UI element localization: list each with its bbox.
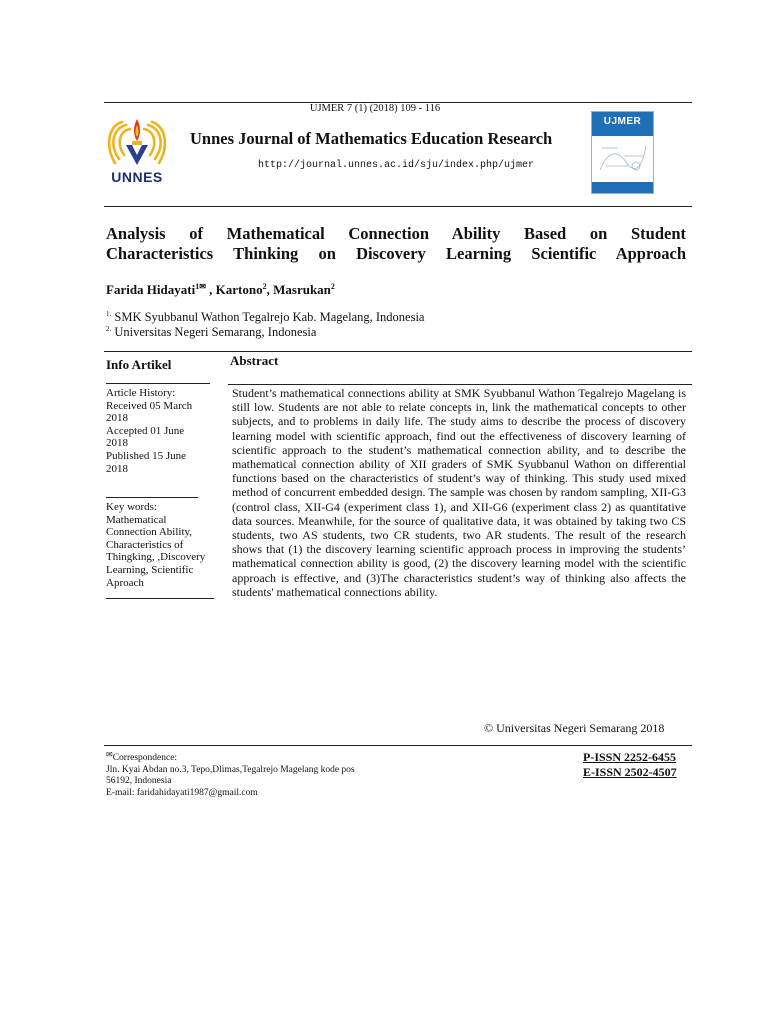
keyword-line: Aproach: [106, 576, 144, 589]
history-label: Article History:: [106, 387, 176, 399]
article-history: [106, 387, 218, 475]
header-bottom-rule: [104, 206, 692, 207]
affiliation-text: Universitas Negeri Semarang, Indonesia: [114, 325, 317, 339]
author-name: Masrukan: [273, 282, 331, 297]
journal-title: Unnes Journal of Mathematics Education Research: [190, 129, 553, 148]
journal-url-link[interactable]: http://journal.unnes.ac.id/sju/index.php/ujmer: [258, 160, 535, 171]
affiliation-1: [106, 310, 424, 325]
history-line: Received 05 March: [106, 399, 193, 412]
keywords-rule: [106, 598, 214, 599]
author-name: Kartono: [215, 282, 263, 297]
journal-reference: UJMER 7 (1) (2018) 109 - 116: [309, 103, 441, 114]
keyword-line: Characteristics of: [106, 538, 184, 551]
history-line: 2018: [106, 462, 128, 475]
unnes-logo: [106, 115, 168, 189]
history-line: Accepted 01 June: [106, 424, 185, 437]
correspondence-address: 56192, Indonesia: [106, 776, 172, 787]
author-affiliation-mark: 2: [330, 282, 335, 291]
p-issn: P-ISSN 2252-6455: [583, 750, 677, 764]
author-list: [106, 282, 335, 298]
unnes-logo-text: UNNES: [111, 169, 163, 185]
author-separator: ,: [266, 282, 274, 297]
abstract-heading: Abstract: [230, 353, 279, 368]
author-affiliation-mark: 2: [262, 282, 267, 291]
correspondence-email: E-mail: faridahidayati1987@gmail.com: [106, 787, 258, 798]
correspondence-label: Correspondence:: [112, 753, 178, 763]
cover-logo-text: UJMER: [603, 116, 642, 127]
columns-top-rule: [104, 351, 692, 352]
footer-rule: [104, 745, 692, 746]
affiliation-2: [106, 325, 316, 340]
keywords: [106, 501, 218, 589]
info-heading-rule: [106, 383, 210, 384]
journal-cover-image: [591, 111, 654, 194]
history-line: Published 15 June: [106, 449, 187, 462]
paper-title-line-1: Analysis of Mathematical Connection Ability Based on Student: [106, 224, 686, 243]
keywords-label: Key words:: [106, 501, 158, 513]
keyword-line: Learning, Scientific: [106, 563, 194, 576]
affiliation-number: 1.: [106, 310, 112, 318]
history-line: 2018: [106, 412, 128, 425]
envelope-icon: ✉: [106, 750, 113, 759]
keyword-line: Thingking, ,Discovery: [106, 551, 206, 564]
unnes-emblem-icon: [106, 115, 168, 169]
paper-title-line-2: Characteristics Thinking on Discovery Learning Scientific Approach: [106, 244, 686, 263]
keyword-line: Connection Ability,: [106, 526, 193, 539]
keyword-line: Mathematical: [106, 513, 167, 526]
info-artikel-heading: Info Artikel: [106, 357, 172, 372]
copyright-notice: © Universitas Negeri Semarang 2018: [484, 721, 665, 735]
author-affiliation-mark: 1✉: [195, 282, 206, 291]
abstract-body: Student’s mathematical connections ability at SMK Syubbanul Wathon Tegalrejo Magelang is still low. Students are not able to relate concepts in, link the mathematical concepts to other subjects, and to problems in daily life. The study aims to describe the process of discovery learning model with scientific approach, find out the effectiveness of discovery learning of scientific approach to the student’s mathematical connection ability, and to describe the mathematical connection ability of XII graders of SMK Syubbanul Wathon on differential functions based on the characteristics of student’s way of thinking. This study used mixed method of concurrent embedded design. The sample was chosen by random sampling, XII-G3 (control class, XII-G4 (experiment class 1), and XII-G6 (experiment class 2) as quantitative data sources. Meanwhile, for the source of qualitative data, it was obtained by taking two CS students, two AS students, two CR students, two AR students. The result of the research shows that (1) the discovery learning scientific approach process in improving the students’ mathematical connection ability is good, (2) the discovery learning model with the scientific approach is effective, and (3)The characteristics student’s way of thinking also affects the students' mathematical connections ability.: [232, 386, 686, 599]
history-rule: [106, 497, 198, 498]
paper-title: [106, 224, 686, 264]
affiliation-text: SMK Syubbanul Wathon Tegalrejo Kab. Magelang, Indonesia: [114, 310, 425, 324]
correspondence-address: Jln. Kyai Abdan no.3, Tepo,Dlimas,Tegalrejo Magelang kode pos: [106, 764, 355, 775]
author-name: Farida Hidayati: [106, 282, 196, 297]
abstract-heading-rule: [228, 384, 692, 385]
history-line: 2018: [106, 437, 128, 450]
cover-math-graphic-icon: [598, 140, 648, 176]
affiliation-number: 2.: [106, 325, 112, 333]
author-separator: ,: [205, 282, 216, 297]
correspondence-block: [106, 749, 416, 799]
e-issn: E-ISSN 2502-4507: [583, 765, 677, 779]
